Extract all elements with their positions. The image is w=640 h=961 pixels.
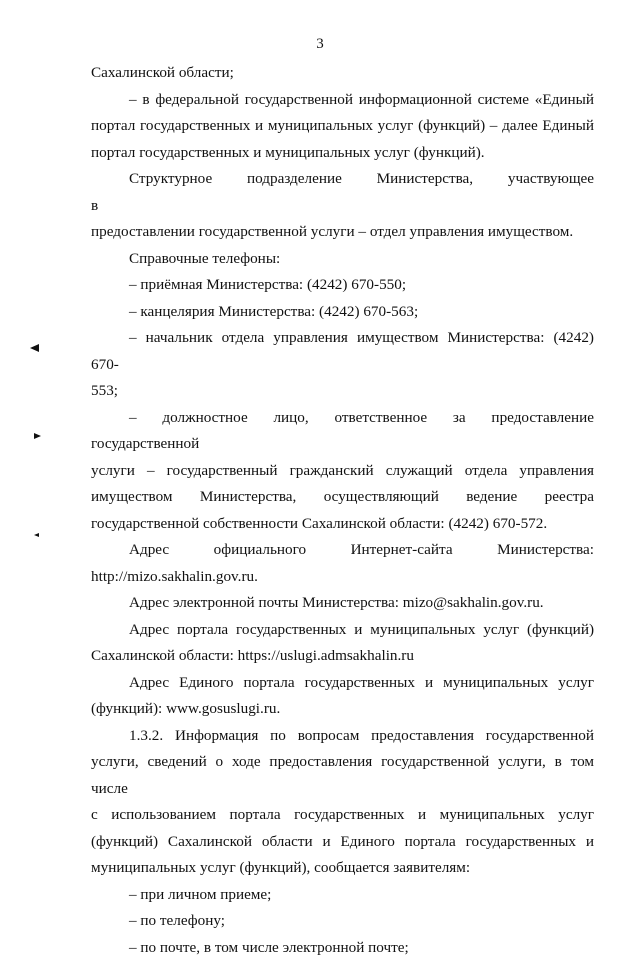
list-item-in-person: – при личном приеме;: [91, 882, 594, 909]
paragraph-email-address: Адрес электронной почты Министерства: mizo@sakhalin.gov.ru.: [91, 590, 594, 617]
document-body: [91, 60, 594, 961]
paragraph-unified-portal-address: Адрес Единого портала государственных и муниципальных услуг (функций): www.gosuslugi.ru.: [91, 670, 594, 723]
paragraph-structural-unit: Структурное подразделение Министерства, участвующее в предоставлении государственной услуги – отдел управления имуществом.: [91, 166, 594, 246]
paragraph-regional-portal: Адрес портала государственных и муниципальных услуг (функций) Сахалинской области: https://uslugi.admsakhalin.ru: [91, 617, 594, 670]
scan-artifact-mark: [30, 344, 39, 352]
list-item-by-phone: – по телефону;: [91, 908, 594, 935]
list-item-reception-phone: – приёмная Министерства: (4242) 670-550;: [91, 272, 594, 299]
scan-artifact-mark: [34, 433, 41, 439]
list-item-department-head-phone: – начальник отдела управления имуществом Министерства: (4242) 670- 553;: [91, 325, 594, 405]
paragraph-section-1-3-2: 1.3.2. Информация по вопросам предоставления государственной услуги, сведений о ходе предоставления государственной услуги, в том числе с использованием портала государственных и муниципальных услуг (функций) Сахалинской области и Единого портала государственных и муниципальных услуг (функций), сообщается заявителям:: [91, 723, 594, 882]
paragraph-region-continuation: Сахалинской области;: [91, 60, 594, 87]
scan-artifact-mark: [34, 533, 39, 537]
paragraph-official-website: Адрес официального Интернет-сайта Министерства: http://mizo.sakhalin.gov.ru.: [91, 537, 594, 590]
paragraph-phones-heading: Справочные телефоны:: [91, 246, 594, 273]
list-item-responsible-official-phone: – должностное лицо, ответственное за предоставление государственной услуги – государственный гражданский служащий отдела управления имуществом Министерства, осуществляющий ведение реестра государственной собственности Сахалинской области: (4242) 670-572.: [91, 405, 594, 538]
page-number: 3: [0, 36, 640, 53]
paragraph-unified-portal: – в федеральной государственной информационной системе «Единый портал государственных и муниципальных услуг (функций) – далее Единый портал государственных и муниципальных услуг (функций).: [91, 87, 594, 167]
list-item-by-mail: – по почте, в том числе электронной почте;: [91, 935, 594, 961]
list-item-office-phone: – канцелярия Министерства: (4242) 670-563;: [91, 299, 594, 326]
